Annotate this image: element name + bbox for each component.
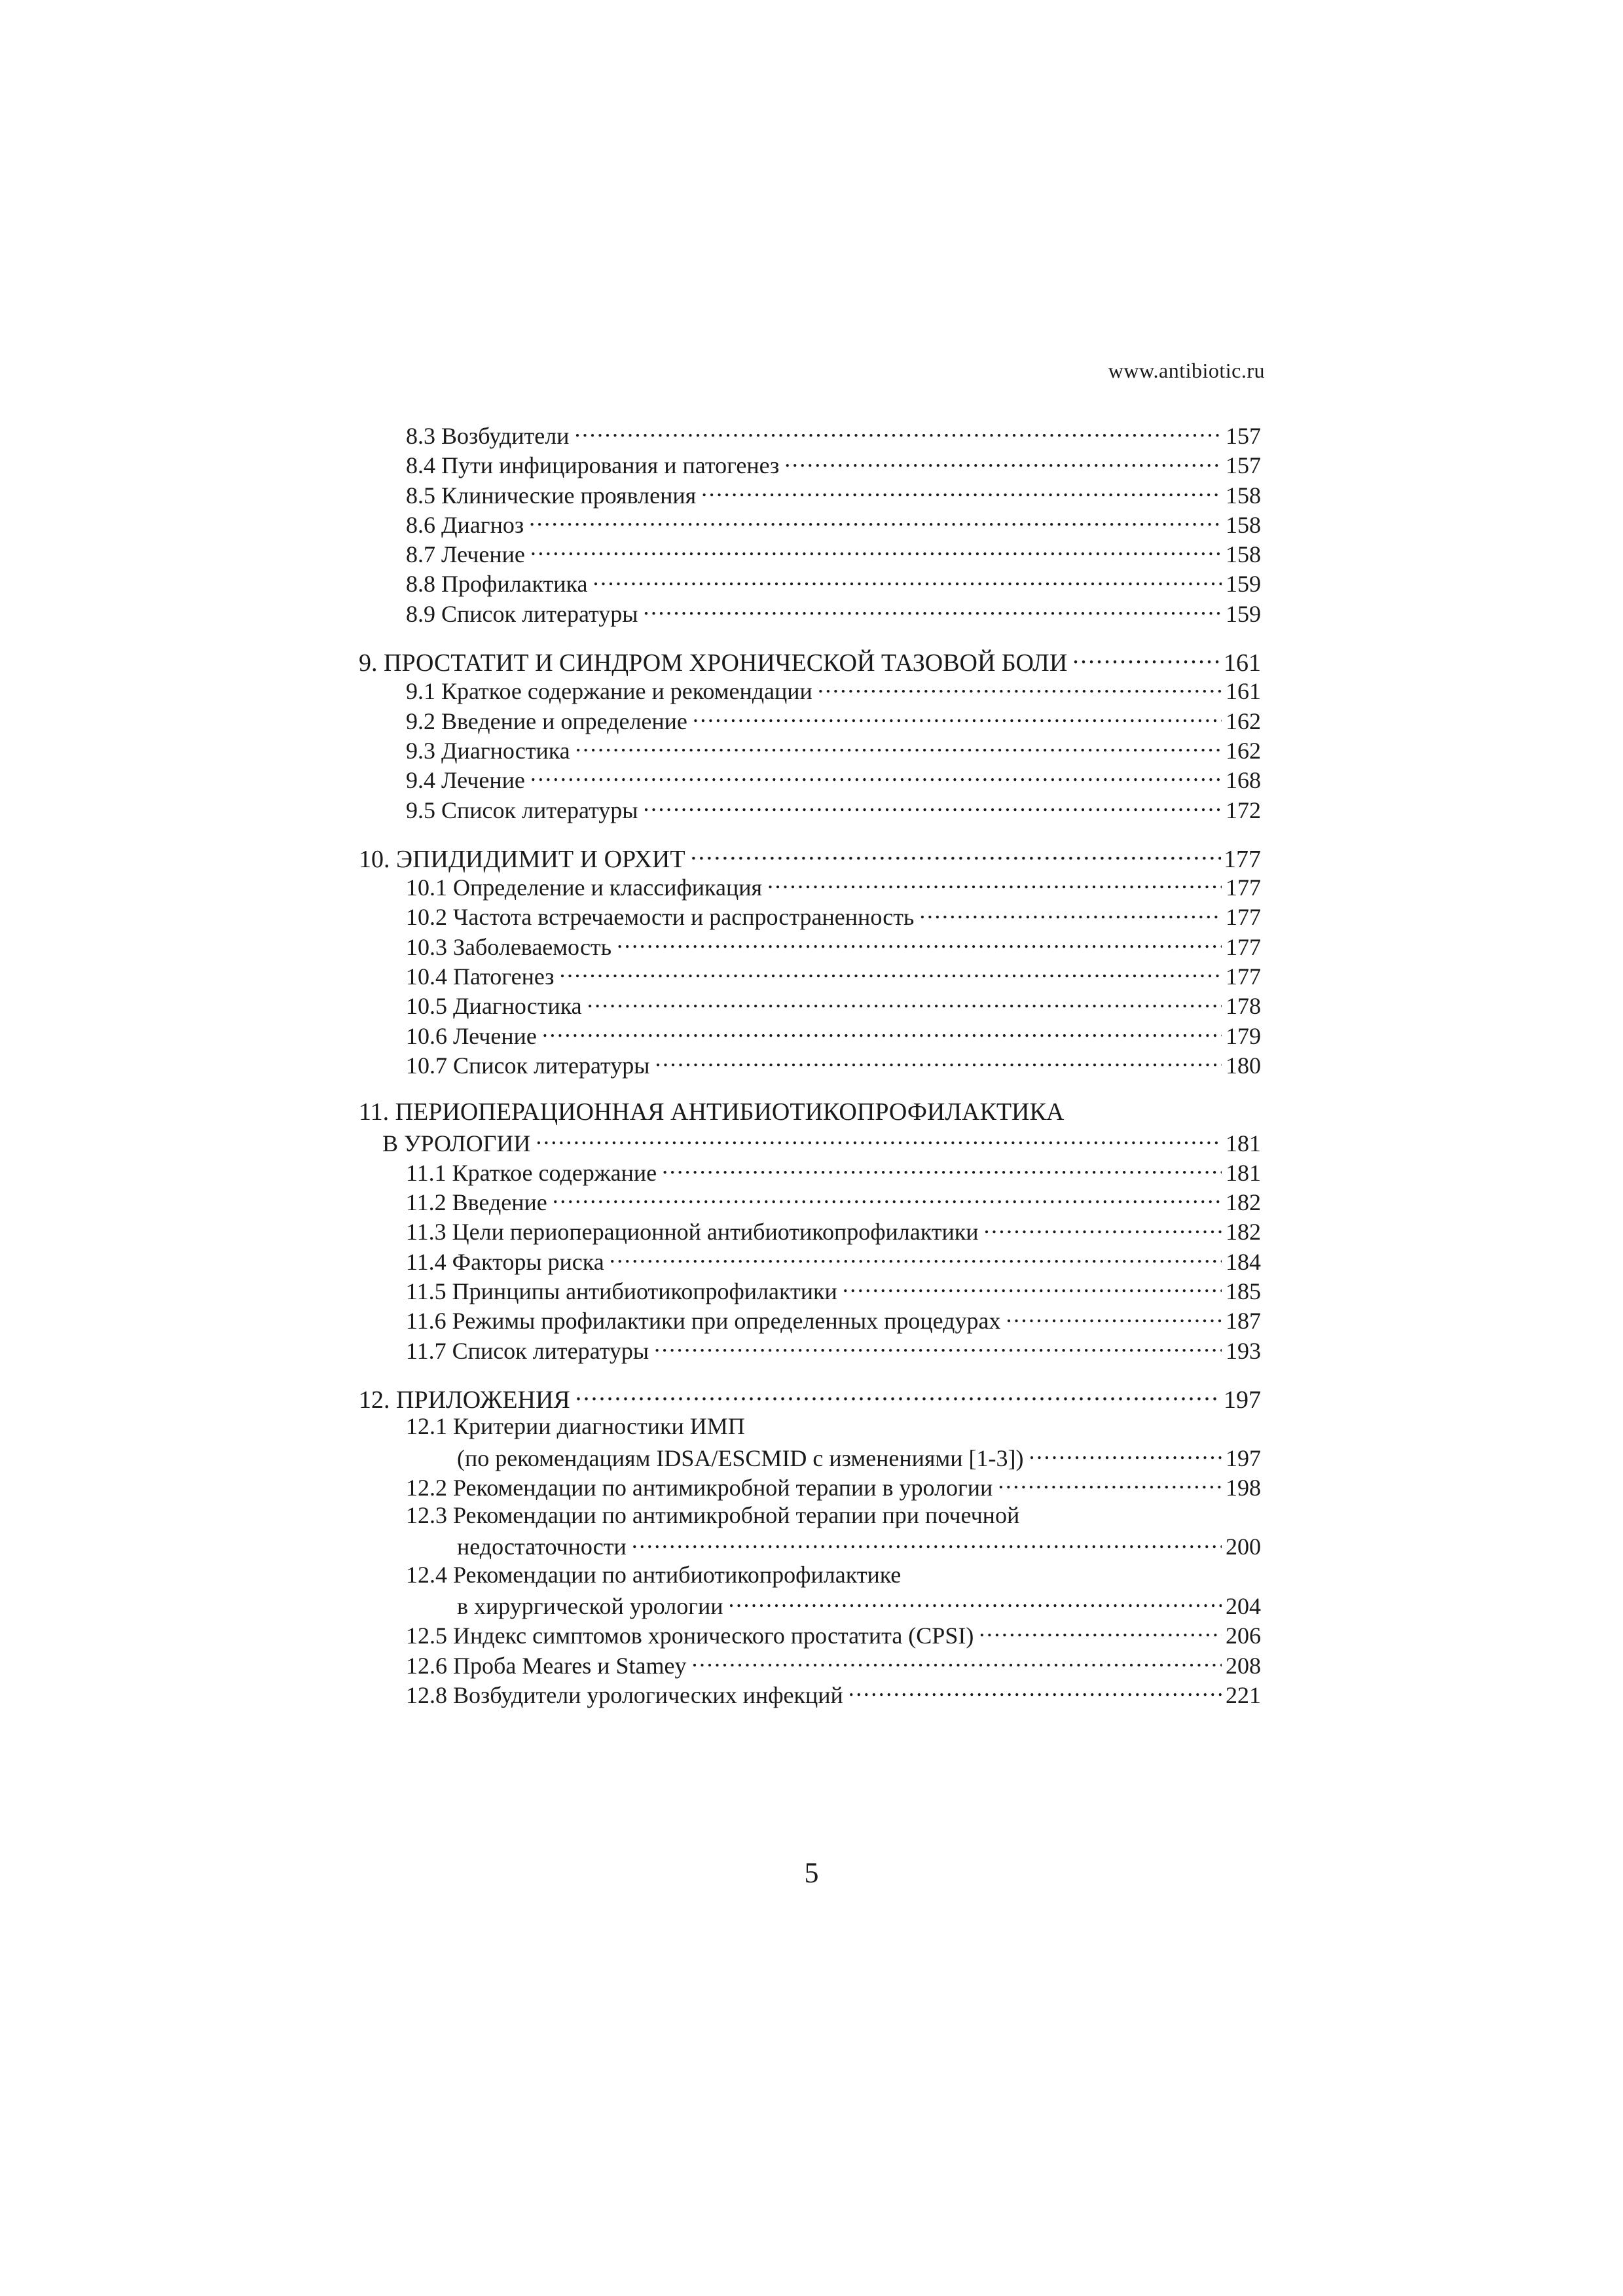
toc-entry (359, 795, 1261, 824)
running-header-url: www.antibiotic.ru (1108, 359, 1265, 382)
toc-entry-title: 9.4 Лечение (406, 767, 525, 794)
toc-entry-title: 9.3 Диагностика (406, 737, 570, 764)
toc-entry (359, 1650, 1261, 1679)
toc-entry-title: 12.4 Рекомендации по антибиотикопрофилактике (406, 1561, 902, 1588)
dot-leader (1006, 1305, 1222, 1329)
toc-entry-title: 11.4 Факторы риска (406, 1248, 604, 1275)
toc-entry-page: 159 (1226, 571, 1261, 598)
toc-entry-page: 208 (1226, 1652, 1261, 1679)
dot-leader (729, 1590, 1222, 1614)
toc-entry-title: 12.8 Возбудители урологических инфекций (406, 1681, 843, 1708)
toc-entry-page: 181 (1226, 1130, 1261, 1157)
toc-entry-title: 12.6 Проба Meares и Stamey (406, 1652, 687, 1679)
toc-entry (359, 1157, 1261, 1187)
dot-leader (529, 509, 1222, 533)
dot-leader (843, 1276, 1222, 1299)
toc-entry (359, 646, 1261, 675)
toc-entry (359, 1098, 1261, 1127)
dot-leader (617, 931, 1222, 955)
toc-entry-page: 200 (1226, 1534, 1261, 1560)
dot-leader (701, 480, 1222, 503)
toc-entry-title: 11.7 Список литературы (406, 1337, 649, 1364)
toc-entry (359, 420, 1261, 450)
toc-entry-page: 161 (1226, 678, 1261, 705)
toc-entry (359, 539, 1261, 568)
toc-entry (359, 735, 1261, 764)
toc-entry-page: 157 (1226, 423, 1261, 449)
dot-leader (784, 450, 1222, 473)
toc-section (359, 842, 1261, 1079)
toc-entry-title: 8.5 Клинические проявления (406, 482, 697, 509)
toc-section (359, 1383, 1261, 1709)
toc-entry (359, 1383, 1261, 1412)
toc-entry (359, 568, 1261, 598)
toc-entry-title: 11.6 Режимы профилактики при определенных процедурах (406, 1308, 1001, 1335)
toc-entry-page: 187 (1226, 1308, 1261, 1335)
toc-entry (359, 706, 1261, 735)
toc-entry-title: 10. ЭПИДИДИМИТ И ОРХИТ (359, 845, 685, 873)
toc-entry-page: 168 (1226, 767, 1261, 794)
toc-entry-page: 161 (1224, 649, 1261, 677)
toc-entry (359, 1020, 1261, 1050)
toc-entry (359, 1561, 1261, 1590)
toc-entry-page: 204 (1226, 1592, 1261, 1619)
dot-leader (693, 706, 1222, 729)
toc-entry-page: 198 (1226, 1474, 1261, 1501)
toc-entry-title: 11.2 Введение (406, 1189, 547, 1216)
dot-leader (643, 795, 1222, 818)
table-of-contents (359, 420, 1261, 1727)
dot-leader (643, 598, 1222, 622)
toc-entry-title: 8.3 Возбудители (406, 423, 570, 449)
toc-entry (359, 901, 1261, 931)
toc-entry-page: 193 (1226, 1337, 1261, 1364)
toc-entry (359, 1246, 1261, 1276)
toc-entry-title: В УРОЛОГИИ (382, 1130, 531, 1157)
toc-entry (359, 1128, 1261, 1157)
toc-entry-page: 184 (1226, 1248, 1261, 1275)
toc-entry (359, 1620, 1261, 1649)
toc-entry (359, 764, 1261, 794)
toc-entry-title: (по рекомендациям IDSA/ESCMID с изменениями [1-3]) (457, 1444, 1024, 1471)
toc-entry (359, 509, 1261, 539)
toc-entry (359, 480, 1261, 509)
toc-entry (359, 1472, 1261, 1501)
toc-entry-page: 158 (1226, 482, 1261, 509)
dot-leader (632, 1531, 1222, 1554)
toc-entry-title: 8.7 Лечение (406, 541, 525, 568)
toc-entry (359, 1531, 1261, 1560)
toc-entry-title: 9.5 Список литературы (406, 797, 638, 823)
toc-entry-title: 10.7 Список литературы (406, 1052, 650, 1079)
toc-entry-title: 8.4 Пути инфицирования и патогенез (406, 452, 780, 479)
toc-entry (359, 1501, 1261, 1531)
toc-entry (359, 1187, 1261, 1216)
dot-leader (984, 1216, 1222, 1240)
toc-entry-page: 162 (1226, 708, 1261, 734)
toc-entry-title: 9.1 Краткое содержание и рекомендации (406, 678, 812, 705)
toc-entry-title: 8.6 Диагноз (406, 511, 524, 538)
toc-entry-page: 177 (1226, 933, 1261, 960)
toc-entry (359, 1590, 1261, 1620)
toc-entry-title: 9.2 Введение и определение (406, 708, 687, 734)
dot-leader (593, 568, 1222, 592)
toc-entry-page: 177 (1224, 845, 1261, 873)
toc-entry-page: 172 (1226, 797, 1261, 823)
toc-entry (359, 675, 1261, 705)
dot-leader (587, 990, 1222, 1014)
toc-entry-title: недостаточности (457, 1534, 627, 1560)
toc-entry-title: 12.2 Рекомендации по антимикробной терапии в урологии (406, 1474, 993, 1501)
dot-leader (919, 901, 1222, 925)
toc-entry-page: 206 (1226, 1623, 1261, 1649)
toc-entry-title: 9. ПРОСТАТИТ И СИНДРОМ ХРОНИЧЕСКОЙ ТАЗОВОЙ БОЛИ (359, 649, 1068, 677)
toc-entry-page: 179 (1226, 1022, 1261, 1049)
toc-entry-page: 197 (1226, 1444, 1261, 1471)
dot-leader (559, 961, 1222, 984)
toc-entry-title: 12.3 Рекомендации по антимикробной терапии при почечной (406, 1502, 1020, 1529)
toc-entry-page: 177 (1226, 874, 1261, 901)
dot-leader (691, 1650, 1222, 1674)
toc-entry-page: 158 (1226, 541, 1261, 568)
toc-entry-title: 10.4 Патогенез (406, 963, 555, 990)
dot-leader (530, 764, 1222, 788)
dot-leader (662, 1157, 1222, 1181)
toc-section (359, 420, 1261, 628)
dot-leader (1072, 646, 1221, 671)
toc-entry-page: 180 (1226, 1052, 1261, 1079)
dot-leader (574, 420, 1222, 444)
toc-entry (359, 1276, 1261, 1305)
toc-entry (359, 1305, 1261, 1335)
dot-leader (848, 1679, 1222, 1703)
dot-leader (536, 1128, 1222, 1151)
dot-leader (655, 1050, 1222, 1073)
toc-entry-page: 162 (1226, 737, 1261, 764)
toc-entry (359, 872, 1261, 901)
toc-entry-page: 177 (1226, 963, 1261, 990)
toc-entry-title: 10.5 Диагностика (406, 993, 582, 1020)
toc-entry-page: 157 (1226, 452, 1261, 479)
dot-leader (767, 872, 1222, 895)
toc-entry-title: 8.8 Профилактика (406, 571, 588, 598)
dot-leader (818, 675, 1222, 699)
toc-entry-title: в хирургической урологии (457, 1592, 723, 1619)
dot-leader (575, 735, 1222, 759)
toc-entry-page: 185 (1226, 1278, 1261, 1305)
toc-entry-title: 11.3 Цели периоперационной антибиотикопрофилактики (406, 1219, 979, 1246)
toc-entry (359, 931, 1261, 961)
dot-leader (691, 842, 1221, 867)
toc-entry-page: 221 (1226, 1681, 1261, 1708)
toc-entry-page: 197 (1224, 1386, 1261, 1414)
dot-leader (979, 1620, 1222, 1643)
toc-entry-title: 11.5 Принципы антибиотикопрофилактики (406, 1278, 837, 1305)
toc-entry-page: 158 (1226, 511, 1261, 538)
toc-entry-title: 10.6 Лечение (406, 1022, 537, 1049)
toc-entry-title: 10.2 Частота встречаемости и распространенность (406, 904, 915, 931)
toc-entry (359, 961, 1261, 990)
toc-section (359, 1098, 1261, 1365)
dot-leader (998, 1472, 1222, 1496)
toc-entry (359, 1335, 1261, 1365)
toc-entry-page: 177 (1226, 904, 1261, 931)
toc-entry-page: 178 (1226, 993, 1261, 1020)
toc-entry-page: 182 (1226, 1189, 1261, 1216)
dot-leader (654, 1335, 1222, 1359)
toc-entry (359, 1443, 1261, 1472)
toc-entry-title: 10.1 Определение и классификация (406, 874, 763, 901)
toc-entry-title: 12.5 Индекс симптомов хронического простатита (CPSI) (406, 1623, 974, 1649)
toc-entry (359, 1679, 1261, 1709)
toc-entry-title: 11.1 Краткое содержание (406, 1159, 657, 1186)
toc-entry (359, 1412, 1261, 1442)
toc-entry (359, 1050, 1261, 1079)
dot-leader (530, 539, 1222, 562)
toc-entry-page: 182 (1226, 1219, 1261, 1246)
toc-entry-page: 181 (1226, 1159, 1261, 1186)
page-number: 5 (804, 1857, 819, 1889)
dot-leader (553, 1187, 1222, 1210)
toc-entry (359, 842, 1261, 872)
toc-entry-title: 12.1 Критерии диагностики ИМП (406, 1413, 745, 1440)
toc-section (359, 646, 1261, 824)
toc-entry (359, 1216, 1261, 1246)
dot-leader (1029, 1443, 1222, 1466)
dot-leader (610, 1246, 1222, 1270)
toc-entry-page: 159 (1226, 600, 1261, 627)
dot-leader (542, 1020, 1222, 1044)
dot-leader (575, 1383, 1221, 1408)
toc-entry (359, 598, 1261, 628)
toc-entry-title: 8.9 Список литературы (406, 600, 638, 627)
toc-entry-title: 12. ПРИЛОЖЕНИЯ (359, 1386, 570, 1414)
toc-entry-title: 11. ПЕРИОПЕРАЦИОННАЯ АНТИБИОТИКОПРОФИЛАКТИКА (359, 1098, 1065, 1126)
toc-entry (359, 450, 1261, 479)
toc-entry-title: 10.3 Заболеваемость (406, 933, 612, 960)
toc-entry (359, 990, 1261, 1020)
